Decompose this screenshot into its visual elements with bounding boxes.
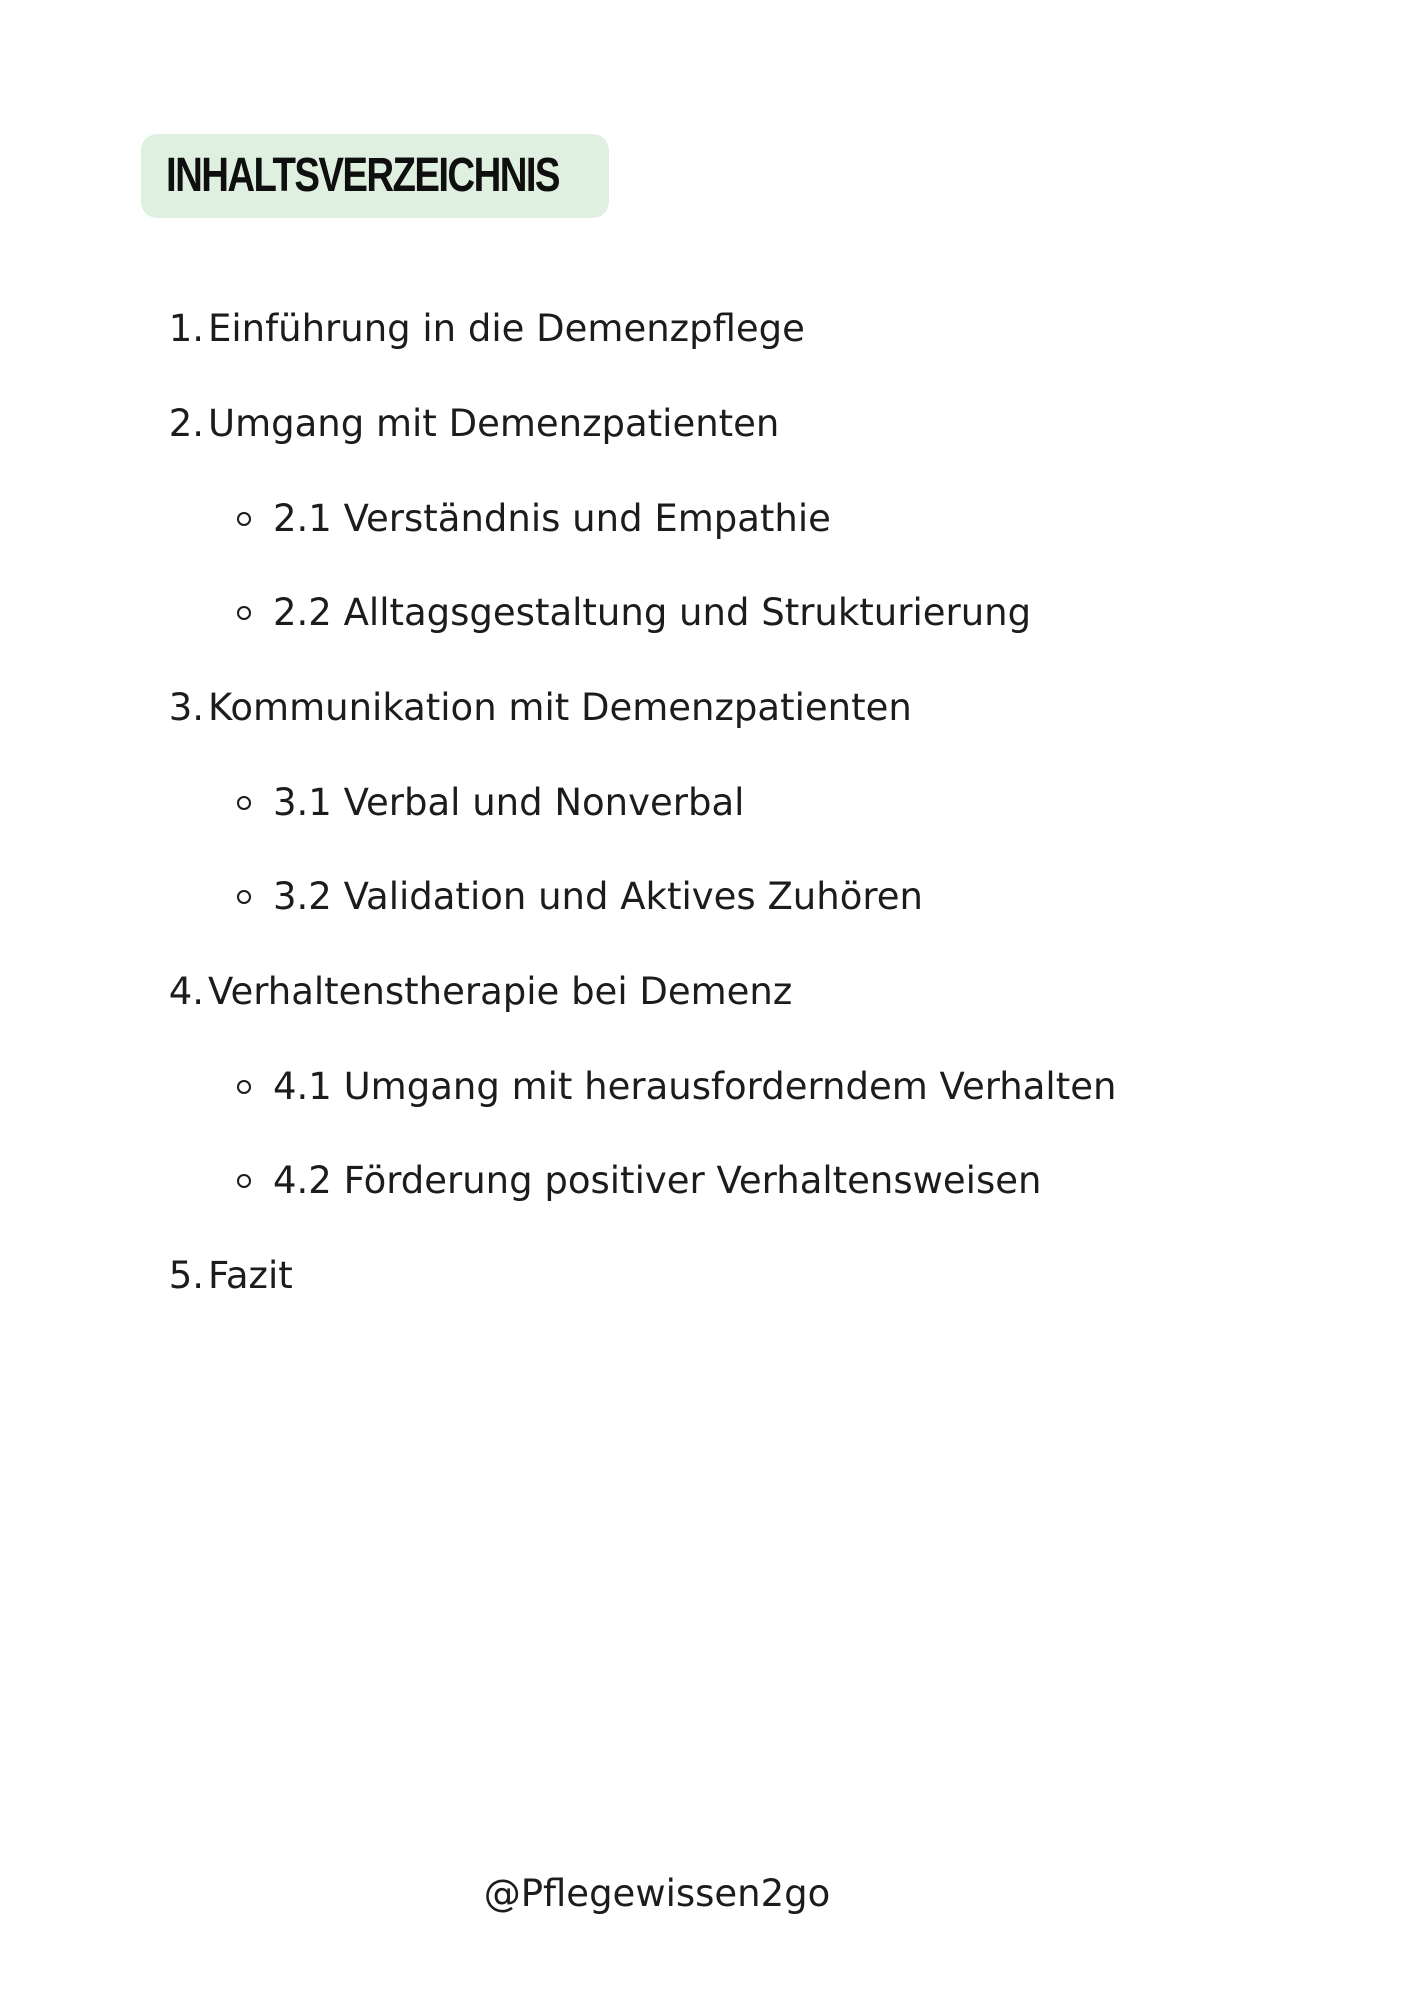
toc-item-4 [0, 968, 1200, 1016]
toc-subitem-2-1 [0, 495, 1200, 543]
hollow-bullet-icon [237, 1174, 251, 1188]
hollow-bullet-icon [237, 1080, 251, 1094]
toc-subitem-label: 3.2 Validation und Aktives Zuhören [273, 875, 923, 918]
footer-handle: @Pflegewissen2go [483, 1872, 831, 1915]
toc-item-number: 1. [168, 307, 204, 350]
hollow-bullet-icon [237, 890, 251, 904]
toc-subitem-4-1 [0, 1063, 1200, 1111]
toc-item-label: Umgang mit Demenzpatienten [208, 402, 780, 445]
toc-subitem-4-2 [0, 1157, 1200, 1205]
toc-item-label: Fazit [208, 1254, 293, 1297]
toc-item-number: 3. [168, 686, 204, 729]
toc-item-5 [0, 1252, 1200, 1300]
toc-item-1 [0, 305, 1200, 353]
toc-subitem-label: 4.1 Umgang mit herausforderndem Verhalten [273, 1065, 1117, 1108]
toc-item-3 [0, 684, 1200, 732]
page-title: INHALTSVERZEICHNIS [166, 149, 559, 202]
toc-item-label: Einführung in die Demenzpflege [208, 307, 805, 350]
toc-subitem-3-2 [0, 873, 1200, 921]
toc-item-label: Verhaltenstherapie bei Demenz [208, 970, 793, 1013]
toc-subitem-label: 4.2 Förderung positiver Verhaltensweisen [273, 1159, 1042, 1202]
toc-subitem-3-1 [0, 779, 1200, 827]
hollow-bullet-icon [237, 512, 251, 526]
toc-subitem-label: 2.1 Verständnis und Empathie [273, 497, 831, 540]
hollow-bullet-icon [237, 796, 251, 810]
toc-item-2 [0, 400, 1200, 448]
hollow-bullet-icon [237, 606, 251, 620]
toc-subitem-2-2 [0, 589, 1200, 637]
toc-subitem-label: 2.2 Alltagsgestaltung und Strukturierung [273, 591, 1032, 634]
toc-item-number: 5. [168, 1254, 204, 1297]
toc-item-number: 4. [168, 970, 204, 1013]
toc-item-number: 2. [168, 402, 204, 445]
toc-subitem-label: 3.1 Verbal und Nonverbal [273, 781, 745, 824]
toc-item-label: Kommunikation mit Demenzpatienten [208, 686, 912, 729]
